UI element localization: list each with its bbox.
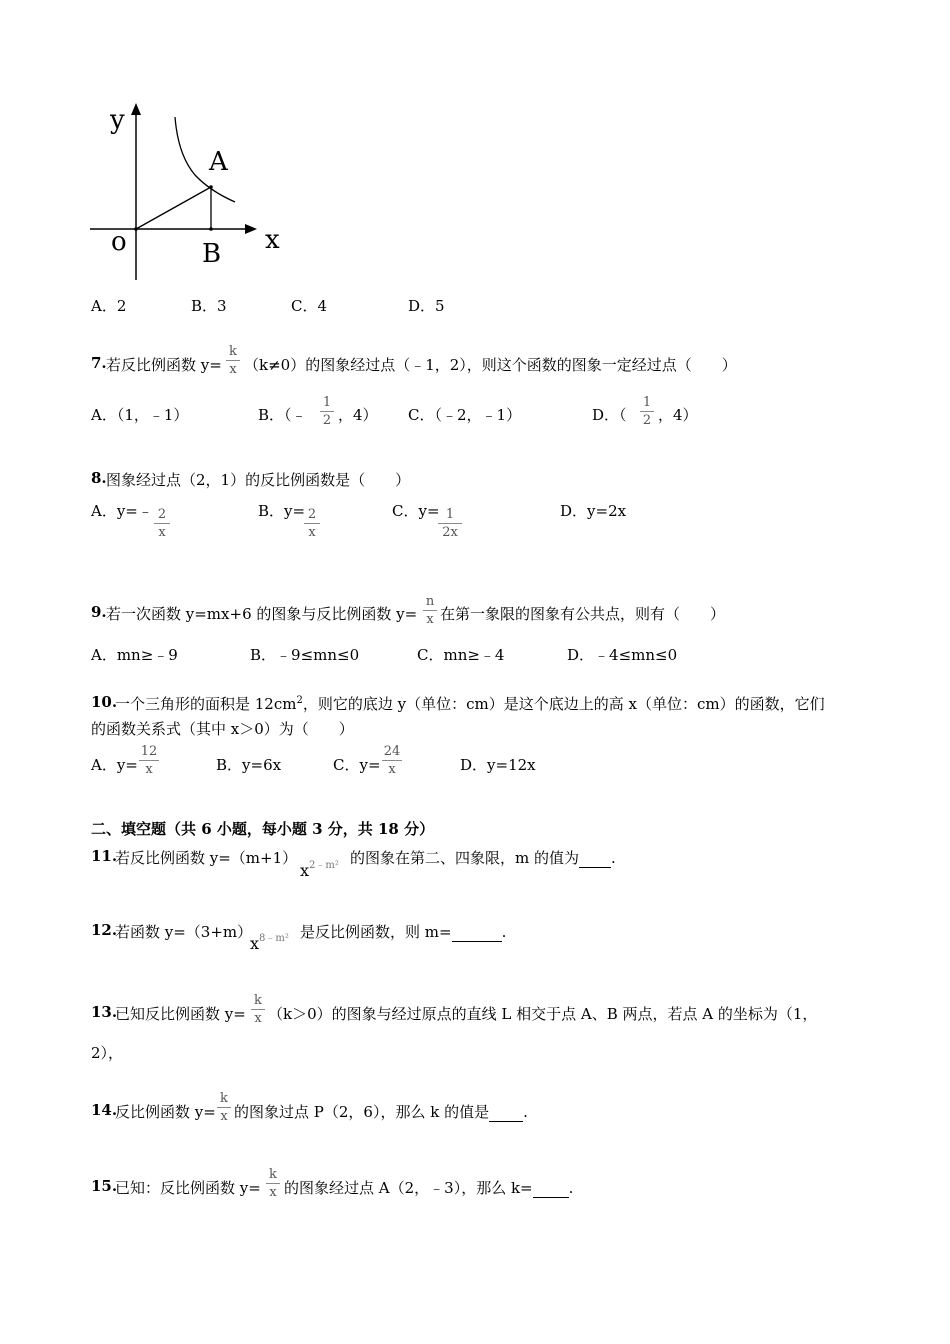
q7-fraction — [226, 345, 240, 376]
y-axis-arrow — [131, 103, 141, 115]
q10-line2: 的函数关系式（其中 x＞0）为（ ） — [91, 720, 354, 738]
q9-stem-post: 在第一象限的图象有公共点，则有（ ） — [440, 605, 726, 623]
q14-fraction: k x — [217, 1092, 231, 1123]
q7-option-b-fraction: 1 2 — [320, 396, 334, 427]
q11-answer-blank[interactable] — [579, 849, 611, 868]
q11-power-exp: 2﹣m² — [309, 860, 339, 871]
q7-frac-den: x — [229, 362, 237, 377]
q9-fraction: n x — [423, 595, 437, 626]
q10-line1-post: ，则它的底边 y（单位：cm）是这个底边上的高 x（单位：cm）的函数，它们 — [302, 695, 825, 713]
q7-option-c: C．（﹣2，﹣1） — [408, 406, 522, 424]
q8-option-b-fraction: 2 x — [304, 508, 320, 539]
q14-answer-blank[interactable] — [489, 1103, 523, 1122]
q10-option-a-pre: A．y= — [91, 756, 138, 774]
q8-option-c-pre: C．y= — [392, 502, 440, 520]
q13-fraction: k x — [251, 994, 265, 1025]
point-a-label: A — [209, 147, 228, 177]
q6-option-b: B．3 — [191, 297, 227, 315]
q11-stem-post: 的图象在第二、四象限，m 的值为 . — [350, 849, 616, 867]
q11-power — [300, 856, 339, 880]
q10-line1-sup: 2 — [296, 695, 303, 706]
q10-option-b: B．y=6x — [216, 756, 282, 774]
function-graph — [85, 95, 305, 285]
q10-option-c-fraction: 24 x — [383, 744, 401, 777]
q9-option-b: B．﹣9≤mn≤0 — [250, 646, 360, 664]
q7-stem-post: （k≠0）的图象经过点（﹣1，2），则这个函数的图象一定经过点（ ） — [244, 356, 737, 374]
q12-number: 12. — [91, 921, 118, 939]
q15-stem-pre: 已知：反比例函数 y= — [115, 1179, 261, 1197]
q12-power-exp: 8﹣m² — [259, 933, 289, 944]
point-b-dot — [209, 227, 213, 231]
q11-power-base: x — [300, 861, 310, 880]
q7-option-d-pre: D．（ — [592, 406, 627, 424]
q12-power-base: x — [250, 934, 260, 953]
q10-option-c-pre: C．y= — [333, 756, 381, 774]
q15-fraction: k x — [266, 1168, 280, 1199]
point-a-dot — [209, 185, 213, 189]
segment-oa — [136, 187, 211, 229]
q10-option-d: D．y=12x — [460, 756, 536, 774]
q9-option-d: D．﹣4≤mn≤0 — [567, 646, 678, 664]
q12-stem-pre: 若函数 y=（3+m） — [115, 923, 253, 941]
q9-option-c: C．mn≥﹣4 — [417, 646, 505, 664]
q8-option-d: D．y=2x — [560, 502, 627, 520]
q8-option-b-pre: B．y= — [258, 502, 306, 520]
q10-number: 10. — [91, 693, 118, 711]
x-axis-arrow — [245, 224, 257, 234]
q9-number: 9. — [91, 603, 107, 621]
q13-stem-post: （k＞0）的图象与经过原点的直线 L 相交于点 A、B 两点，若点 A 的坐标为（1， — [268, 1005, 818, 1023]
q6-option-c: C．4 — [291, 297, 328, 315]
section-2-title: 二、填空题（共 6 小题，每小题 3 分，共 18 分） — [91, 820, 435, 838]
q8-number: 8. — [91, 469, 107, 487]
q14-number: 14. — [91, 1101, 118, 1119]
q10-line1-pre: 一个三角形的面积是 12cm — [115, 695, 297, 713]
q8-option-a-pre: A．y=﹣ — [91, 502, 153, 520]
q6-option-d: D．5 — [408, 297, 445, 315]
q7-option-b-pre: B．（﹣ — [258, 406, 307, 424]
q14-stem-post: 的图象过点 P（2，6），那么 k 的值是 . — [234, 1103, 528, 1121]
q13-line2: 2）， — [91, 1044, 124, 1062]
q11-stem-pre: 若反比例函数 y=（m+1） — [115, 849, 298, 867]
q7-frac-num: k — [229, 344, 237, 359]
q15-number: 15. — [91, 1177, 118, 1195]
q12-stem-post: 是反比例函数，则 m= . — [300, 923, 507, 941]
q15-answer-blank[interactable] — [533, 1179, 569, 1198]
q8-option-c-fraction: 1 2x — [438, 508, 462, 539]
q10-option-a-fraction: 12 x — [140, 744, 158, 777]
q11-number: 11. — [91, 847, 118, 865]
q12-answer-blank[interactable] — [452, 923, 502, 942]
q8-option-a-fraction: 2 x — [154, 508, 170, 539]
q13-number: 13. — [91, 1003, 118, 1021]
q7-stem-pre: 若反比例函数 y= — [106, 356, 222, 374]
q9-stem-pre: 若一次函数 y=mx+6 的图象与反比例函数 y= — [106, 605, 418, 623]
q14-stem-pre: 反比例函数 y= — [115, 1103, 216, 1121]
q7-option-d-fraction: 1 2 — [640, 396, 654, 427]
q8-stem: 图象经过点（2，1）的反比例函数是（ ） — [106, 471, 411, 489]
origin-label: o — [111, 227, 127, 257]
q6-option-a: A．2 — [91, 297, 127, 315]
q7-option-d-post: ，4） — [658, 406, 698, 424]
q12-power — [250, 929, 289, 953]
q7-option-b-post: ，4） — [338, 406, 378, 424]
point-o-dot — [134, 227, 138, 231]
q10-line1 — [115, 693, 825, 714]
q7-option-a: A．（1，﹣1） — [91, 406, 189, 424]
x-axis-label: x — [265, 225, 280, 255]
point-b-label: B — [202, 239, 222, 269]
q13-stem-pre: 已知反比例函数 y= — [115, 1005, 246, 1023]
q7-number: 7. — [91, 354, 107, 372]
q9-option-a: A．mn≥﹣9 — [91, 646, 178, 664]
y-axis-label: y — [110, 105, 125, 135]
q15-stem-post: 的图象经过点 A（2，﹣3），那么 k= . — [284, 1179, 574, 1197]
